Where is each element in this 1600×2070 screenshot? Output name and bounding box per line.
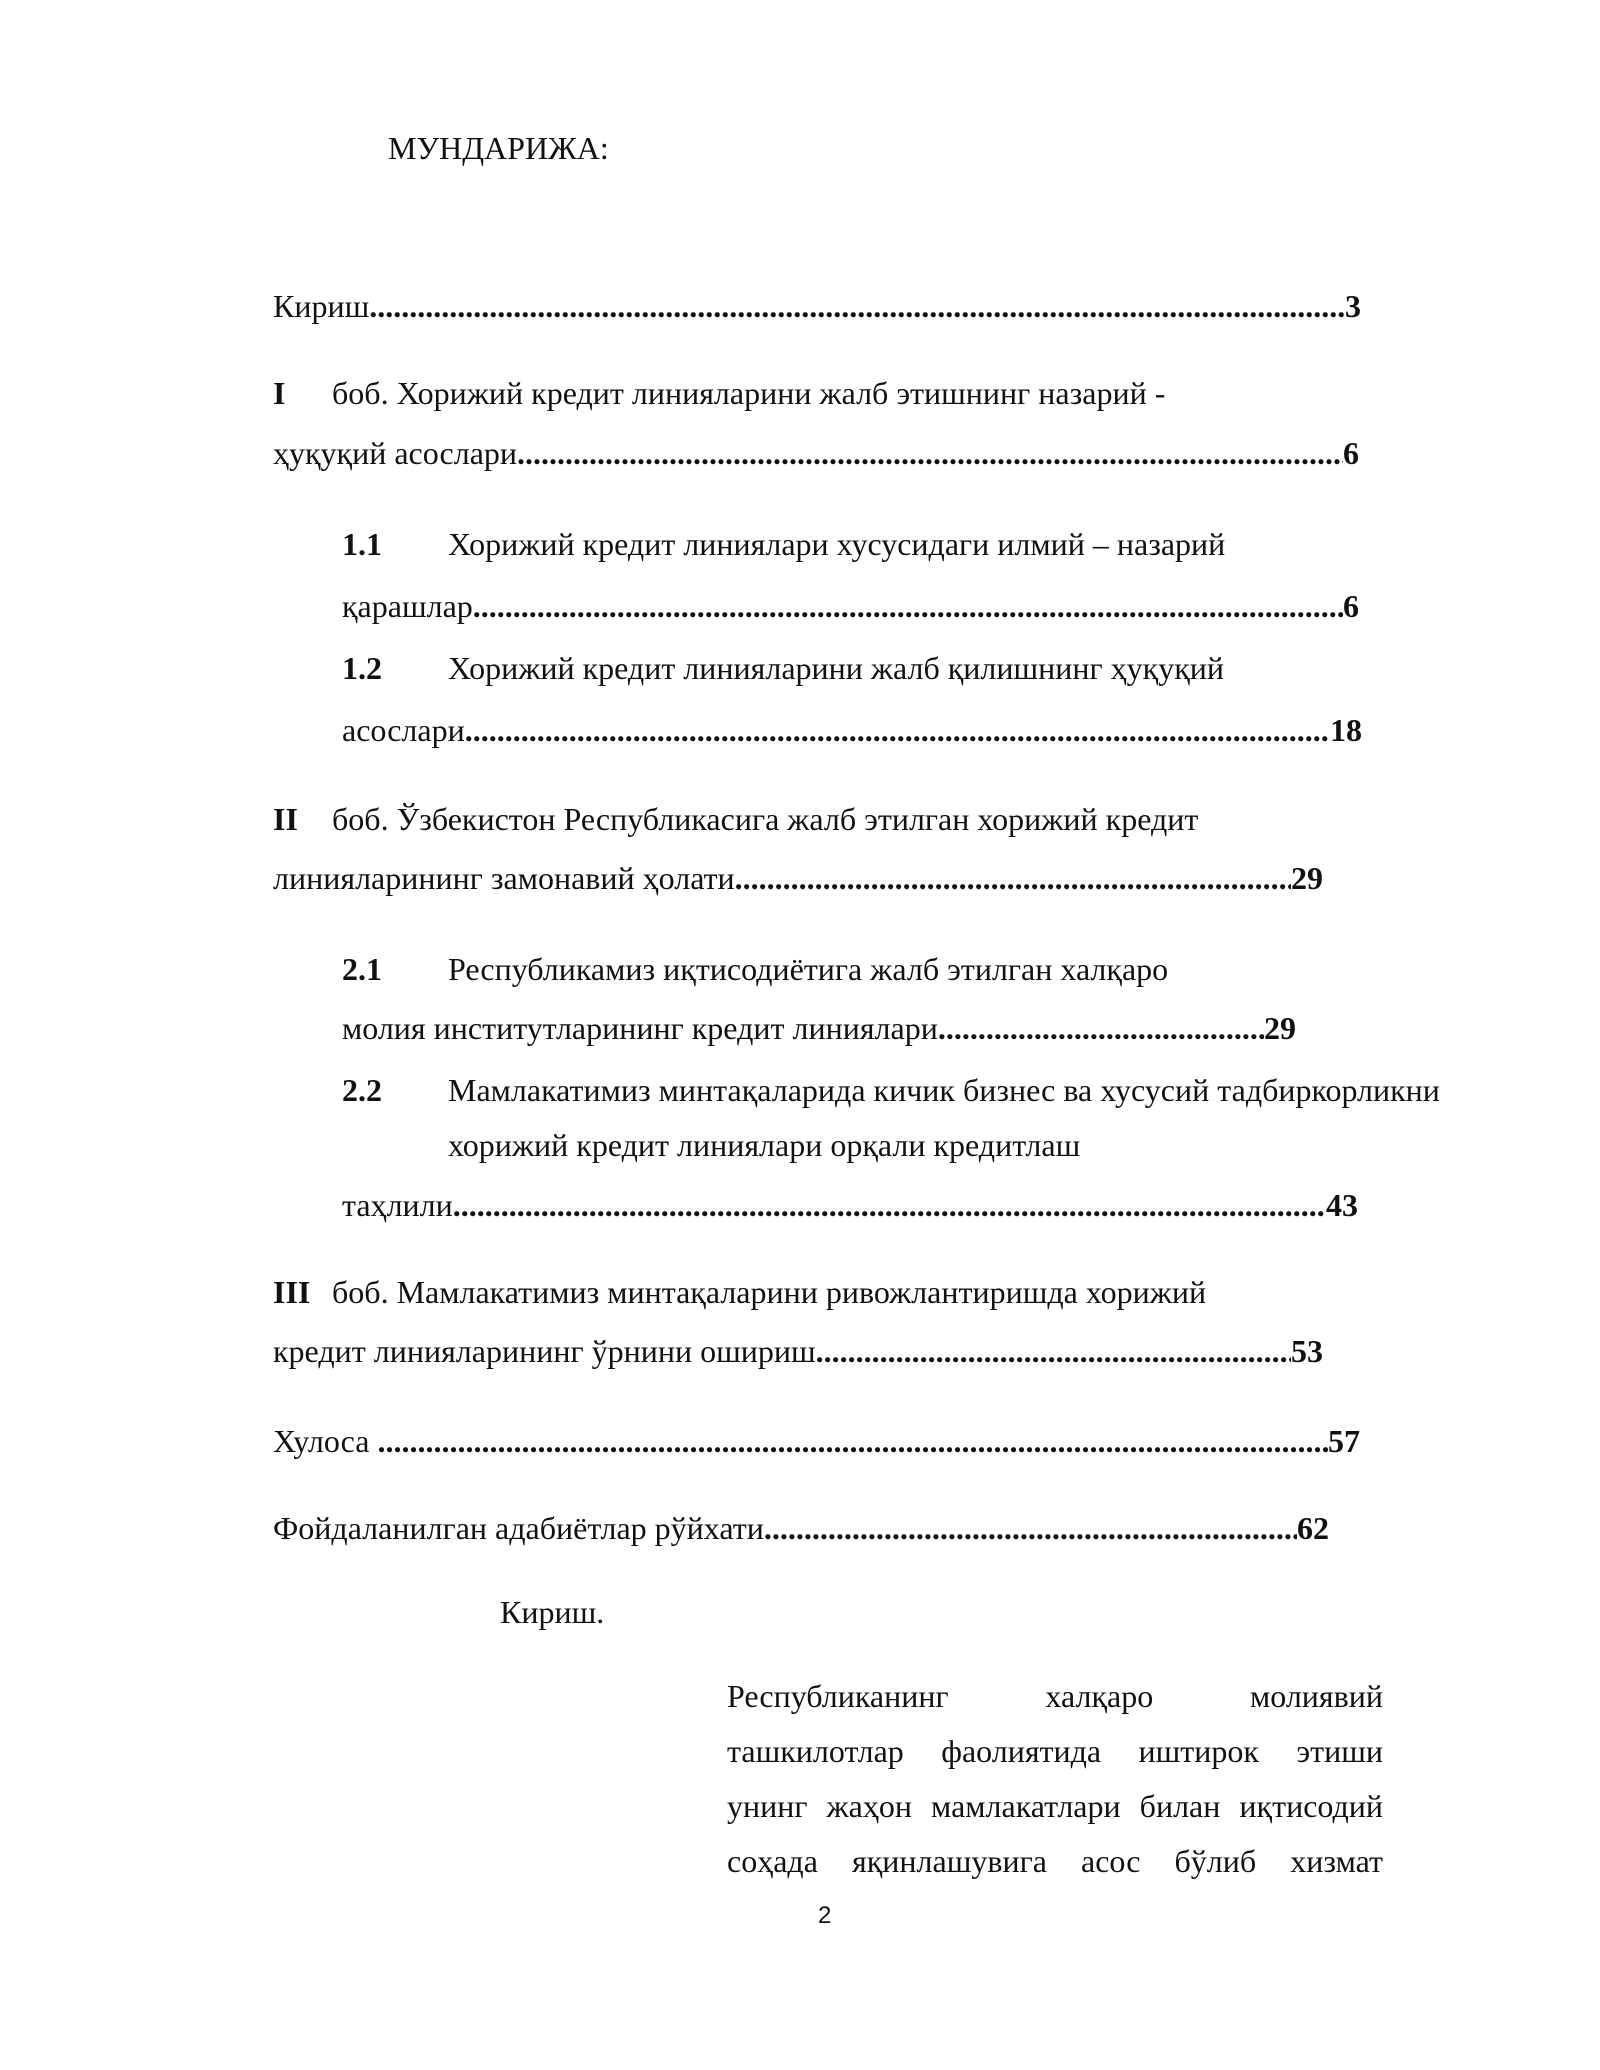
toc-page-number: 3 xyxy=(1345,288,1361,324)
toc-page-number: 18 xyxy=(1330,712,1362,748)
toc-label: таҳлили xyxy=(342,1187,453,1223)
toc-entry-ch2 xyxy=(273,862,1323,894)
word: Республиканинг xyxy=(727,1678,949,1714)
toc-entry-conclusion xyxy=(273,1425,1360,1457)
toc-leader xyxy=(465,714,1330,746)
toc-s21-title: Республикамиз иқтисодиётига жалб этилган халқаро xyxy=(448,951,1169,987)
toc-ch1-number: I xyxy=(273,375,286,411)
toc-leader xyxy=(517,437,1343,469)
toc-page-number: 29 xyxy=(1264,1010,1296,1046)
toc-s11-title: Хорижий кредит линиялари хусусидаги илмий – назарий xyxy=(448,526,1226,562)
toc-s22-title: Мамлакатимиз минтақаларида кичик бизнес ва хусусий тадбиркорликни xyxy=(448,1072,1440,1108)
toc-label: Кириш xyxy=(273,288,370,324)
word: халқаро xyxy=(1045,1678,1154,1714)
toc-entry-s22 xyxy=(342,1189,1358,1221)
word: мамлакатлари xyxy=(931,1788,1121,1824)
word: жаҳон xyxy=(826,1788,912,1824)
toc-entry-intro xyxy=(273,290,1361,322)
toc-label: қарашлар xyxy=(342,588,473,624)
page-number: 2 xyxy=(818,1902,832,1929)
page-title xyxy=(388,132,609,164)
toc-entry-s12 xyxy=(342,714,1362,746)
toc-ch3-number: III xyxy=(273,1274,311,1310)
word: фаолиятида xyxy=(941,1733,1102,1769)
toc-leader xyxy=(764,1512,1297,1544)
word: соҳада xyxy=(727,1843,818,1879)
toc-leader xyxy=(369,290,1345,322)
toc-entry-s11 xyxy=(342,590,1359,622)
word: иштирок xyxy=(1138,1733,1259,1769)
toc-label: Хулоса xyxy=(273,1423,378,1459)
toc-label: Фойдаланилган адабиётлар рўйхати xyxy=(273,1510,764,1546)
toc-ch2-number: II xyxy=(273,801,298,837)
word: иқтисодий xyxy=(1239,1788,1383,1824)
toc-entry-ch1 xyxy=(273,437,1359,469)
toc-page-number: 57 xyxy=(1328,1423,1360,1459)
intro-heading: Кириш. xyxy=(500,1594,605,1630)
word: асос xyxy=(1081,1843,1141,1879)
toc-ch2-title: боб. Ўзбекистон Республикасига жалб этилган хорижий кредит xyxy=(332,801,1199,837)
toc-leader xyxy=(473,590,1343,622)
toc-label: линияларининг замонавий ҳолати xyxy=(273,860,735,896)
toc-label: молия институтларининг кредит линиялари xyxy=(342,1010,938,1046)
intro-text-line-4 xyxy=(727,1845,1383,1877)
toc-leader xyxy=(938,1012,1264,1044)
word: хизмат xyxy=(1290,1843,1383,1879)
toc-page-number: 6 xyxy=(1343,588,1359,624)
toc-entry-ch3 xyxy=(273,1335,1323,1367)
word: бўлиб xyxy=(1174,1843,1257,1879)
toc-s22-number: 2.2 xyxy=(342,1072,382,1108)
toc-ch3-title: боб. Мамлакатимиз минтақаларини ривожлантиришда хорижий xyxy=(332,1274,1207,1310)
intro-text-line-1 xyxy=(727,1680,1383,1712)
toc-s22-title-line2: хорижий кредит линиялари орқали кредитлаш xyxy=(448,1127,1081,1163)
word: билан xyxy=(1139,1788,1221,1824)
word: яқинлашувига xyxy=(852,1843,1047,1879)
toc-s12-number: 1.2 xyxy=(342,650,382,686)
intro-text-line-3 xyxy=(727,1790,1383,1822)
toc-s11-number: 1.1 xyxy=(342,526,382,562)
word: этиши xyxy=(1296,1733,1383,1769)
toc-label: ҳуқуқий асослари xyxy=(273,435,518,471)
toc-page-number: 29 xyxy=(1291,860,1323,896)
toc-leader xyxy=(735,862,1291,894)
toc-leader xyxy=(377,1425,1328,1457)
toc-ch1-title: боб. Хорижий кредит линияларини жалб этишнинг назарий - xyxy=(332,375,1166,411)
toc-label: асослари xyxy=(342,712,465,748)
toc-leader xyxy=(453,1189,1326,1221)
toc-entry-references xyxy=(273,1512,1329,1544)
toc-leader xyxy=(816,1335,1291,1367)
toc-entry-s21 xyxy=(342,1012,1296,1044)
toc-s12-title: Хорижий кредит линияларини жалб қилишнинг ҳуқуқий xyxy=(448,650,1224,686)
page-title-text: МУНДАРИЖА: xyxy=(388,130,609,166)
toc-page-number: 53 xyxy=(1291,1333,1323,1369)
word: унинг xyxy=(727,1788,808,1824)
toc-page-number: 6 xyxy=(1343,435,1359,471)
intro-text-line-2 xyxy=(727,1735,1383,1767)
toc-label: кредит линияларининг ўрнини ошириш xyxy=(273,1333,816,1369)
toc-s21-number: 2.1 xyxy=(342,951,382,987)
toc-page-number: 43 xyxy=(1326,1187,1358,1223)
word: ташкилотлар xyxy=(727,1733,904,1769)
toc-page-number: 62 xyxy=(1297,1510,1329,1546)
word: молиявий xyxy=(1250,1678,1383,1714)
